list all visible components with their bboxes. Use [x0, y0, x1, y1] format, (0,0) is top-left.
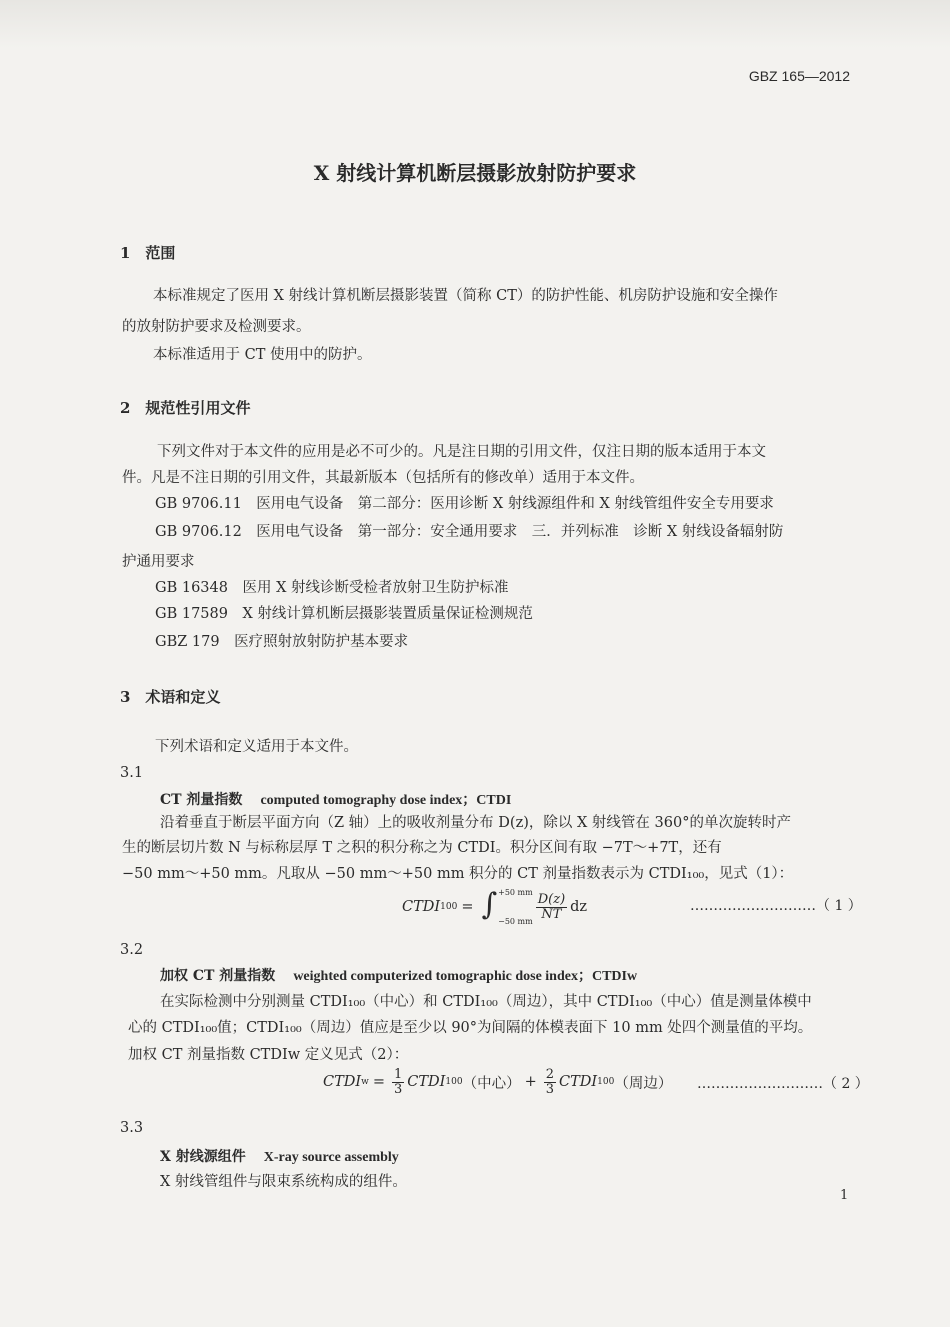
- eq-f2-denominator: 3: [545, 1081, 555, 1097]
- integral-upper: +50 mm: [498, 888, 533, 897]
- equation-1-number: ………………………（ 1 ）: [690, 898, 862, 914]
- document-title: X 射线计算机断层摄影放射防护要求: [313, 161, 637, 185]
- term-3-2-line1: 在实际检测中分别测量 CTDI₁₀₀（中心）和 CTDI₁₀₀（周边），其中 CTDI₁₀₀（中心）值是测量体模中: [160, 994, 812, 1010]
- eq-equals: =: [461, 899, 474, 915]
- eq-term2-tail: （周边）: [614, 1075, 673, 1092]
- eq-term1-tail: （中心）: [462, 1075, 521, 1092]
- eq-lhs: CTDI: [323, 1074, 362, 1091]
- term-3-2-number: 3.2: [120, 942, 144, 958]
- eq-fraction-2: [544, 1068, 556, 1096]
- scan-shadow: [0, 0, 950, 48]
- term-cn: CT 剂量指数: [160, 792, 243, 808]
- term-3-2-line3: 加权 CT 剂量指数 CTDIw 定义见式（2）：: [128, 1047, 409, 1063]
- reference-item: GB 17589 X 射线计算机断层摄影装置质量保证检测规范: [155, 606, 533, 622]
- page-number: 1: [840, 1188, 849, 1203]
- section-3-intro: 下列术语和定义适用于本文件。: [155, 739, 358, 755]
- reference-item: GB 9706.11 医用电气设备 第二部分：医用诊断 X 射线源组件和 X 射线管组件安全专用要求: [155, 496, 774, 512]
- eq-term2: CTDI: [559, 1074, 598, 1091]
- eq-equals: =: [372, 1074, 385, 1091]
- term-3-3-definition: X 射线管组件与限束系统构成的组件。: [160, 1174, 407, 1190]
- eq-dz: dz: [570, 899, 588, 915]
- reference-item: GBZ 179 医疗照射放射防护基本要求: [155, 634, 409, 650]
- equation-2: [323, 1068, 672, 1096]
- term-3-1-line1: 沿着垂直于断层平面方向（Z 轴）上的吸收剂量分布 D(z)，除以 X 射线管在 360°的单次旋转时产: [160, 815, 791, 831]
- term-en: X-ray source assembly: [263, 1150, 399, 1165]
- term-en: computed tomography dose index；CTDI: [260, 793, 512, 808]
- integral-sign: ∫ +50 mm −50 mm: [481, 887, 533, 926]
- eq-term2-sub: 100: [597, 1077, 615, 1088]
- eq-term1-sub: 100: [445, 1077, 463, 1088]
- eq-f2-numerator: 2: [545, 1067, 555, 1082]
- term-3-3-number: 3.3: [120, 1120, 144, 1136]
- term-3-1-title: [160, 789, 511, 809]
- reference-item: GB 9706.12 医用电气设备 第一部分：安全通用要求 三．并列标准 诊断 X 射线设备辐射防: [155, 524, 784, 540]
- section-2-intro-line1: 下列文件对于本文件的应用是必不可少的。凡是注日期的引用文件，仅注日期的版本适用于本文: [157, 444, 766, 460]
- term-en: weighted computerized tomographic dose index；CTDIw: [293, 969, 638, 984]
- eq-lhs: CTDI: [402, 899, 441, 915]
- term-cn: 加权 CT 剂量指数: [160, 968, 276, 984]
- equation-2-number: ………………………（ 2 ）: [697, 1076, 869, 1092]
- section-1-para1-line2: 的放射防护要求及检测要求。: [122, 319, 311, 335]
- section-2-intro-line2: 件。凡是不注日期的引用文件，其最新版本（包括所有的修改单）适用于本文件。: [122, 470, 644, 486]
- section-2-heading: 2 规范性引用文件: [120, 399, 251, 417]
- term-3-3-title: [160, 1146, 399, 1166]
- eq-lhs-sub: 100: [440, 902, 458, 912]
- eq-term1: CTDI: [407, 1074, 446, 1091]
- eq-lhs-sub: w: [361, 1077, 369, 1088]
- section-3-heading: 3 术语和定义: [120, 688, 221, 706]
- term-cn: X 射线源组件: [160, 1149, 246, 1165]
- eq-fraction: [536, 893, 567, 921]
- reference-item: GB 16348 医用 X 射线诊断受检者放射卫生防护标准: [155, 580, 509, 596]
- equation-1: [402, 888, 587, 926]
- section-1-para2: 本标准适用于 CT 使用中的防护。: [153, 347, 372, 363]
- eq-plus: +: [524, 1074, 537, 1091]
- eq-fraction-1: [392, 1068, 404, 1096]
- term-3-2-title: [160, 965, 637, 985]
- term-3-1-number: 3.1: [120, 765, 144, 781]
- term-3-2-line2: 心的 CTDI₁₀₀值；CTDI₁₀₀（周边）值应是至少以 90°为间隔的体模表面下 10 mm 处四个测量值的平均。: [128, 1020, 813, 1036]
- integral-lower: −50 mm: [498, 917, 533, 926]
- section-1-para1-line1: 本标准规定了医用 X 射线计算机断层摄影装置（简称 CT）的防护性能、机房防护设施和安全操作: [153, 288, 778, 304]
- term-3-1-line2: 生的断层切片数 N 与标称层厚 T 之积的积分称之为 CTDI。积分区间有取 −7T～+7T，还有: [122, 840, 722, 856]
- eq-numerator: D(z): [537, 891, 566, 907]
- reference-item: 护通用要求: [122, 554, 195, 570]
- standard-code: GBZ 165—2012: [748, 68, 850, 84]
- eq-f1-numerator: 1: [394, 1067, 403, 1082]
- section-1-heading: 1 范围: [120, 244, 176, 262]
- eq-denominator: NT: [541, 906, 562, 922]
- eq-f1-denominator: 3: [394, 1081, 403, 1097]
- term-3-1-line3: −50 mm～+50 mm。凡取从 −50 mm～+50 mm 积分的 CT 剂量指数表示为 CTDI₁₀₀，见式（1）：: [122, 866, 794, 882]
